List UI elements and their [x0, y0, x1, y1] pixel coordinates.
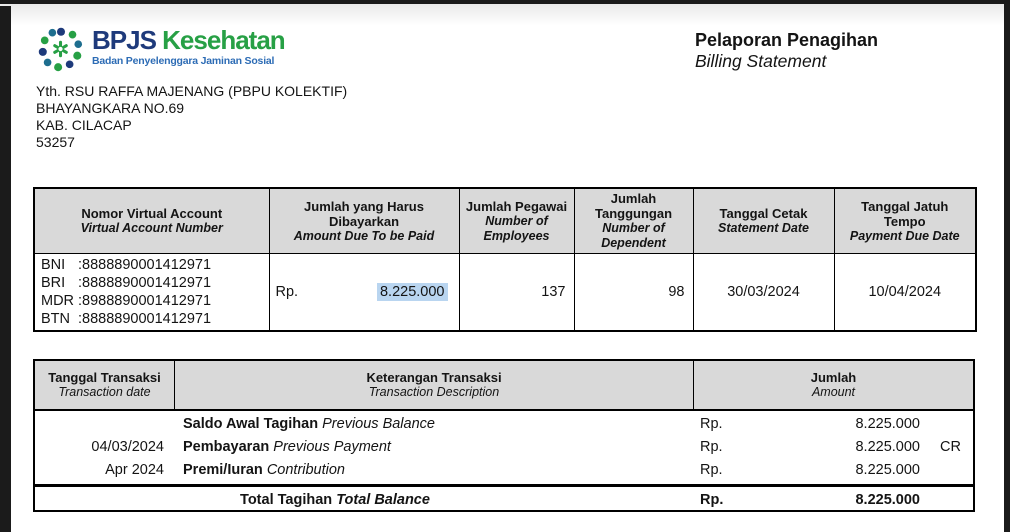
- transaction-description-en: Previous Balance: [322, 416, 435, 432]
- virtual-account-btn: [41, 310, 267, 328]
- col-header-due-date-id: Tanggal Jatuh Tempo: [861, 198, 949, 229]
- recipient-city: KAB. CILACAP: [36, 117, 132, 133]
- bank-code: BNI: [41, 257, 66, 273]
- transaction-amount: 8.225.000: [855, 462, 920, 478]
- col-header-transaction-date-id: Tanggal Transaksi: [48, 370, 161, 385]
- currency-label: Rp.: [700, 492, 724, 508]
- transaction-flag: [920, 459, 973, 482]
- bank-code: BRI: [41, 275, 66, 291]
- transaction-description: [180, 436, 694, 459]
- statement-date-value: 30/03/2024: [693, 254, 834, 332]
- transaction-amount: 8.225.000: [855, 439, 920, 455]
- transaction-row-contribution: [35, 459, 973, 482]
- bpjs-logo-name-kesehatan: Kesehatan: [162, 25, 285, 55]
- account-number: 8888890001412971: [82, 257, 212, 273]
- col-header-virtual-account: [34, 188, 269, 254]
- document-title: [695, 30, 878, 72]
- account-number: 8888890001412971: [82, 311, 212, 327]
- billing-summary-table: [33, 187, 977, 332]
- col-header-dependents: [574, 188, 693, 254]
- amount-due-cell: [269, 254, 459, 332]
- col-header-amount: [694, 361, 973, 409]
- document-title-id: Pelaporan Penagihan: [695, 30, 879, 50]
- col-header-description: [175, 361, 694, 409]
- transaction-date: [35, 413, 180, 436]
- col-header-virtual-account-id: Nomor Virtual Account: [81, 206, 223, 221]
- transaction-description: [180, 459, 694, 482]
- col-header-statement-date-id: Tanggal Cetak: [719, 206, 808, 221]
- col-header-amount-due-id: Jumlah yang Harus Dibayarkan: [304, 198, 424, 229]
- recipient-postcode: 53257: [36, 134, 75, 150]
- employee-count: 137: [459, 254, 574, 332]
- transaction-amount: 8.225.000: [855, 416, 920, 432]
- bpjs-logo-name: [92, 26, 285, 54]
- transaction-row-previous-payment: [35, 436, 973, 459]
- transaction-description-en: Contribution: [266, 462, 345, 478]
- currency-label: Rp.: [700, 416, 723, 432]
- transaction-description-id: Premi/Iuran: [183, 462, 263, 478]
- window-edge-right: [1004, 4, 1010, 532]
- total-balance-amount: 8.225.000: [855, 492, 920, 508]
- recipient-street: BHAYANGKARA NO.69: [36, 100, 185, 116]
- bpjs-logo-text: [92, 26, 285, 67]
- transaction-description-id: Saldo Awal Tagihan: [183, 416, 319, 432]
- recipient-name: Yth. RSU RAFFA MAJENANG (PBPU KOLEKTIF): [36, 83, 348, 99]
- separator: :: [78, 311, 83, 327]
- col-header-statement-date: [693, 188, 834, 254]
- transaction-flag-cr: CR: [940, 439, 961, 455]
- currency-label: Rp.: [700, 439, 723, 455]
- transaction-date: Apr 2024: [105, 462, 164, 478]
- virtual-account-list: [34, 254, 269, 332]
- virtual-account-bni: [41, 256, 267, 274]
- separator: :: [78, 293, 83, 309]
- separator: :: [78, 257, 83, 273]
- col-header-dependents-en: Number of Dependent: [601, 221, 666, 250]
- bpjs-logo-tagline: Badan Penyelenggara Jaminan Sosial: [92, 55, 275, 67]
- window-edge-left: [0, 6, 11, 532]
- transaction-date: 04/03/2024: [91, 439, 164, 455]
- transactions-table-body: [35, 411, 973, 482]
- transactions-table-header: [35, 361, 973, 411]
- currency-label: Rp.: [700, 462, 723, 478]
- col-header-transaction-date: [35, 361, 175, 409]
- currency-label: Rp.: [275, 284, 299, 300]
- spacer: [635, 487, 694, 513]
- total-balance-row: [35, 484, 973, 510]
- transaction-description-en: Previous Payment: [273, 439, 391, 455]
- recipient-address: [36, 83, 347, 151]
- transaction-flag: [920, 413, 973, 436]
- total-balance-label-id: Total Tagihan: [240, 492, 333, 508]
- virtual-account-mdr: [41, 292, 267, 310]
- col-header-statement-date-en: Statement Date: [718, 221, 809, 235]
- total-balance-label-en: Total Balance: [336, 492, 430, 508]
- col-header-virtual-account-en: Virtual Account Number: [80, 221, 223, 235]
- total-balance-label: [35, 487, 635, 513]
- dependent-count: 98: [574, 254, 693, 332]
- virtual-account-bri: [41, 274, 267, 292]
- due-date-value: 10/04/2024: [834, 254, 976, 332]
- col-header-transaction-date-en: Transaction date: [58, 385, 151, 399]
- bank-code: MDR: [41, 293, 75, 309]
- col-header-due-date-en: Payment Due Date: [849, 228, 960, 243]
- col-header-amount-due: [269, 188, 459, 254]
- col-header-employees-en: Number of Employees: [483, 213, 550, 243]
- transaction-row-previous-balance: [35, 413, 973, 436]
- col-header-employees: [459, 188, 574, 254]
- bank-code: BTN: [41, 311, 70, 327]
- bpjs-logo-name-bpjs: BPJS: [92, 25, 156, 55]
- billing-summary-header: [34, 188, 976, 254]
- transactions-table: [33, 359, 975, 512]
- col-header-dependents-id: Jumlah Tanggungan: [594, 191, 673, 221]
- document-title-en: Billing Statement: [695, 51, 827, 71]
- transaction-description-id: Pembayaran: [183, 439, 270, 455]
- col-header-employees-id: Jumlah Pegawai: [465, 198, 568, 214]
- col-header-amount-due-en: Amount Due To be Paid: [293, 228, 435, 243]
- bpjs-logo-icon: [38, 26, 84, 72]
- col-header-due-date: [834, 188, 976, 254]
- bpjs-logo: [38, 26, 285, 72]
- page-top-shadow: [0, 4, 1010, 26]
- account-number: 8988890001412971: [82, 293, 212, 309]
- col-header-amount-en: Amount: [811, 385, 856, 399]
- account-number: 8888890001412971: [82, 275, 212, 291]
- billing-summary-row: [34, 254, 976, 332]
- transaction-flag: [920, 487, 973, 513]
- separator: :: [78, 275, 83, 291]
- col-header-amount-id: Jumlah: [810, 370, 857, 385]
- transaction-description: [180, 413, 694, 436]
- col-header-description-id: Keterangan Transaksi: [366, 370, 502, 385]
- amount-due-value[interactable]: 8.225.000: [377, 283, 448, 301]
- col-header-description-en: Transaction Description: [368, 385, 500, 399]
